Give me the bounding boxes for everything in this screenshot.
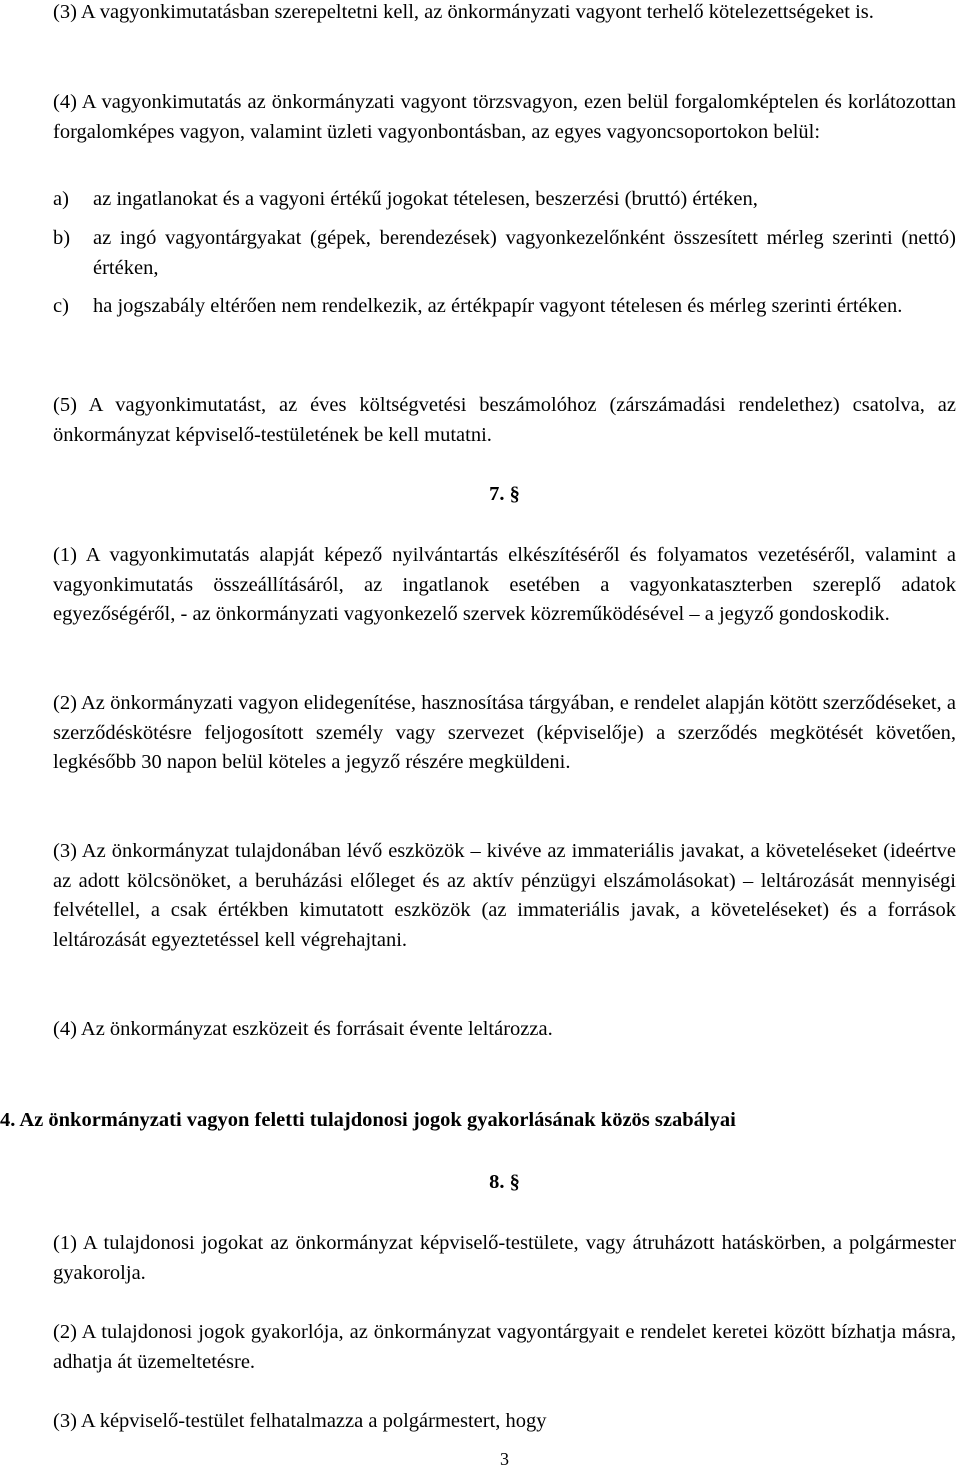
section-8-paragraph-3: (3) A képviselő-testület felhatalmazza a polgármestert, hogy [53, 1410, 547, 1432]
section-7-paragraph-3: (3) Az önkormányzat tulajdonában lévő eszközök – kivéve az immateriális javakat, a követeléseket (ideértve az adott kölcsönöket, a beruházási előleget és az aktív pénzügyi elszámolásokat) – leltározását mennyiségi felvétellel, a csak értékben kimutatott eszközök (az immateriális javak, a követeléseket) és a források leltározását egyeztetéssel kell végrehajtani. [53, 840, 956, 951]
paragraph-3-obligations: (3) A vagyonkimutatásban szerepeltetni kell, az önkormányzati vagyont terhelő kötelezettségeket is. [53, 1, 874, 23]
paragraph-4-inventory: (4) A vagyonkimutatás az önkormányzati vagyont törzsvagyon, ezen belül forgalomképtelen és korlátozottan forgalomképes vagyon, valamint üzleti vagyonbontásban, az egyes vagyoncsoportokon belül: [53, 91, 956, 143]
section-8-paragraph-2: (2) A tulajdonosi jogok gyakorlója, az önkormányzat vagyontárgyait e rendelet keretei között bízhatja másra, adhatja át üzemeltetésre. [53, 1321, 956, 1373]
paragraph-5-attachment: (5) A vagyonkimutatást, az éves költségvetési beszámolóhoz (zárszámadási rendelethez) csatolva, az önkormányzat képviselő-testületének be kell mutatni. [53, 394, 956, 446]
list-marker: b) [53, 227, 71, 249]
section-8-title: 8. § [489, 1171, 520, 1193]
section-7-paragraph-4: (4) Az önkormányzat eszközeit és forrásait évente leltározza. [53, 1018, 553, 1040]
page-number: 3 [500, 1449, 509, 1469]
list-text: ha jogszabály eltérően nem rendelkezik, az értékpapír vagyont tételesen és mérleg szerinti értéken. [93, 295, 903, 317]
list-marker: c) [53, 295, 69, 317]
section-7-title: 7. § [489, 483, 520, 505]
list-marker: a) [53, 188, 69, 210]
list-text: az ingatlanokat és a vagyoni értékű jogokat tételesen, beszerzési (bruttó) értéken, [93, 188, 758, 210]
section-7-paragraph-1: (1) A vagyonkimutatás alapját képező nyilvántartás elkészítéséről és folyamatos vezetéséről, valamint a vagyonkimutatás összeállításáról, az ingatlanok esetében a vagyonkataszterben szereplő adatok egyezőségéről, - az önkormányzati vagyonkezelő szervek közreműködésével – a jegyző gondoskodik. [53, 544, 956, 625]
section-8-paragraph-1: (1) A tulajdonosi jogokat az önkormányzat képviselő-testülete, vagy átruházott hatáskörben, a polgármester gyakorolja. [53, 1232, 956, 1284]
section-7-paragraph-2: (2) Az önkormányzati vagyon elidegenítése, hasznosítása tárgyában, e rendelet alapján kötött szerződéseket, a szerződéskötésre feljogosított személy vagy szervezet (képviselője) a szerződés megkötését követően, legkésőbb 30 napon belül köteles a jegyző részére megküldeni. [53, 692, 956, 773]
list-text: az ingó vagyontárgyakat (gépek, berendezések) vagyonkezelőnként összesített mérleg szerinti (nettó) értéken, [93, 227, 956, 279]
chapter-4-heading: 4. Az önkormányzati vagyon feletti tulajdonosi jogok gyakorlásának közös szabályai [0, 1109, 736, 1131]
